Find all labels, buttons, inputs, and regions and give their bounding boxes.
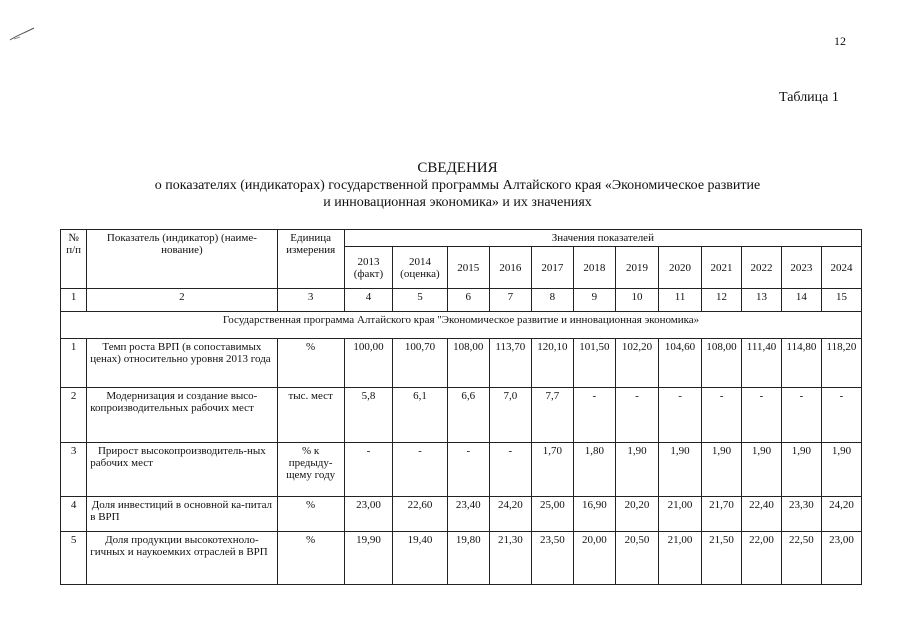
value-cell: 21,00 (658, 532, 701, 585)
row-number: 5 (61, 532, 87, 585)
unit: % к предыду-щему году (277, 443, 344, 497)
value-cell: 100,70 (393, 339, 448, 388)
value-cell: 111,40 (742, 339, 782, 388)
row-number: 2 (61, 388, 87, 443)
header-year: 2017 (531, 247, 573, 289)
value-cell: - (821, 388, 861, 443)
value-cell: 21,00 (658, 497, 701, 532)
document-subtitle-line-2: и инновационная экономика» и их значениях (323, 195, 592, 210)
column-number: 8 (531, 289, 573, 312)
header-year: 2019 (615, 247, 658, 289)
indicators-table (60, 229, 862, 585)
table-row (61, 497, 862, 532)
column-number: 3 (277, 289, 344, 312)
column-number: 11 (658, 289, 701, 312)
value-cell: - (344, 443, 392, 497)
value-cell: 1,90 (821, 443, 861, 497)
value-cell: 1,90 (702, 443, 742, 497)
value-cell: - (447, 443, 489, 497)
value-cell: 23,40 (447, 497, 489, 532)
value-cell: 22,50 (781, 532, 821, 585)
value-cell: 1,90 (615, 443, 658, 497)
value-cell: 104,60 (658, 339, 701, 388)
value-cell: 1,90 (781, 443, 821, 497)
value-cell: 21,50 (702, 532, 742, 585)
pen-mark (8, 24, 38, 44)
indicator-name: Модернизация и создание высо-копроизводительных рабочих мест (87, 388, 277, 443)
value-cell: 120,10 (531, 339, 573, 388)
value-cell: 114,80 (781, 339, 821, 388)
unit: тыс. мест (277, 388, 344, 443)
column-number: 7 (489, 289, 531, 312)
header-year: 2015 (447, 247, 489, 289)
indicator-name: Доля инвестиций в основной ка-питал в ВРП (87, 497, 277, 532)
header-num: № п/п (61, 230, 87, 289)
header-year: 2022 (742, 247, 782, 289)
value-cell: - (658, 388, 701, 443)
value-cell: 19,90 (344, 532, 392, 585)
header-unit: Единица измерения (277, 230, 344, 289)
value-cell: - (742, 388, 782, 443)
value-cell: 118,20 (821, 339, 861, 388)
value-cell: 108,00 (447, 339, 489, 388)
value-cell: 1,90 (658, 443, 701, 497)
column-number: 2 (87, 289, 277, 312)
value-cell: 22,60 (393, 497, 448, 532)
value-cell: 19,40 (393, 532, 448, 585)
row-number: 1 (61, 339, 87, 388)
value-cell: 20,00 (573, 532, 615, 585)
column-number: 13 (742, 289, 782, 312)
header-indicator: Показатель (индикатор) (наиме-нование) (87, 230, 277, 289)
column-number: 6 (447, 289, 489, 312)
value-cell: - (615, 388, 658, 443)
value-cell: - (781, 388, 821, 443)
value-cell: 108,00 (702, 339, 742, 388)
page-number: 12 (834, 34, 846, 48)
column-number: 5 (393, 289, 448, 312)
header-year: 2018 (573, 247, 615, 289)
value-cell: 21,30 (489, 532, 531, 585)
value-cell: 1,80 (573, 443, 615, 497)
value-cell: 102,20 (615, 339, 658, 388)
row-number: 3 (61, 443, 87, 497)
indicator-name: Прирост высокопроизводитель-ных рабочих мест (87, 443, 277, 497)
value-cell: 1,70 (531, 443, 573, 497)
value-cell: 113,70 (489, 339, 531, 388)
unit: % (277, 497, 344, 532)
value-cell: 22,40 (742, 497, 782, 532)
value-cell: 7,7 (531, 388, 573, 443)
column-number: 14 (781, 289, 821, 312)
value-cell: 6,6 (447, 388, 489, 443)
value-cell: 23,00 (821, 532, 861, 585)
value-cell: - (489, 443, 531, 497)
value-cell: 19,80 (447, 532, 489, 585)
column-number: 1 (61, 289, 87, 312)
value-cell: 24,20 (489, 497, 531, 532)
value-cell: 23,30 (781, 497, 821, 532)
column-number: 4 (344, 289, 392, 312)
value-cell: 23,00 (344, 497, 392, 532)
value-cell: 25,00 (531, 497, 573, 532)
value-cell: 20,50 (615, 532, 658, 585)
table-row (61, 388, 862, 443)
column-number: 9 (573, 289, 615, 312)
title-block (60, 160, 855, 211)
table-row (61, 532, 862, 585)
indicator-name: Темп роста ВРП (в сопоставимых ценах) относительно уровня 2013 года (87, 339, 277, 388)
header-year: 2014 (оценка) (393, 247, 448, 289)
value-cell: - (573, 388, 615, 443)
table-row (61, 339, 862, 388)
column-numbers-row (61, 289, 862, 312)
value-cell: 23,50 (531, 532, 573, 585)
header-year: 2021 (702, 247, 742, 289)
value-cell: 6,1 (393, 388, 448, 443)
table-row (61, 443, 862, 497)
header-row-1 (61, 230, 862, 247)
unit: % (277, 339, 344, 388)
value-cell: 5,8 (344, 388, 392, 443)
value-cell: 22,00 (742, 532, 782, 585)
header-year: 2024 (821, 247, 861, 289)
table-label: Таблица 1 (779, 90, 839, 105)
header-year: 2023 (781, 247, 821, 289)
indicator-name: Доля продукции высокотехноло-гичных и наукоемких отраслей в ВРП (87, 532, 277, 585)
program-title-row (61, 312, 862, 339)
value-cell: 101,50 (573, 339, 615, 388)
value-cell: 24,20 (821, 497, 861, 532)
value-cell: - (702, 388, 742, 443)
value-cell: 20,20 (615, 497, 658, 532)
header-year: 2016 (489, 247, 531, 289)
column-number: 15 (821, 289, 861, 312)
document-title: СВЕДЕНИЯ (417, 160, 498, 176)
row-number: 4 (61, 497, 87, 532)
unit: % (277, 532, 344, 585)
header-values: Значения показателей (344, 230, 861, 247)
column-number: 10 (615, 289, 658, 312)
program-title: Государственная программа Алтайского края "Экономическое развитие и инновационная экономика» (61, 312, 862, 339)
value-cell: 21,70 (702, 497, 742, 532)
column-number: 12 (702, 289, 742, 312)
header-year: 2013 (факт) (344, 247, 392, 289)
value-cell: 100,00 (344, 339, 392, 388)
value-cell: 16,90 (573, 497, 615, 532)
value-cell: - (393, 443, 448, 497)
document-subtitle-line-1: о показателях (индикаторах) государственной программы Алтайского края «Экономическое развитие (154, 178, 761, 193)
value-cell: 7,0 (489, 388, 531, 443)
header-year: 2020 (658, 247, 701, 289)
value-cell: 1,90 (742, 443, 782, 497)
